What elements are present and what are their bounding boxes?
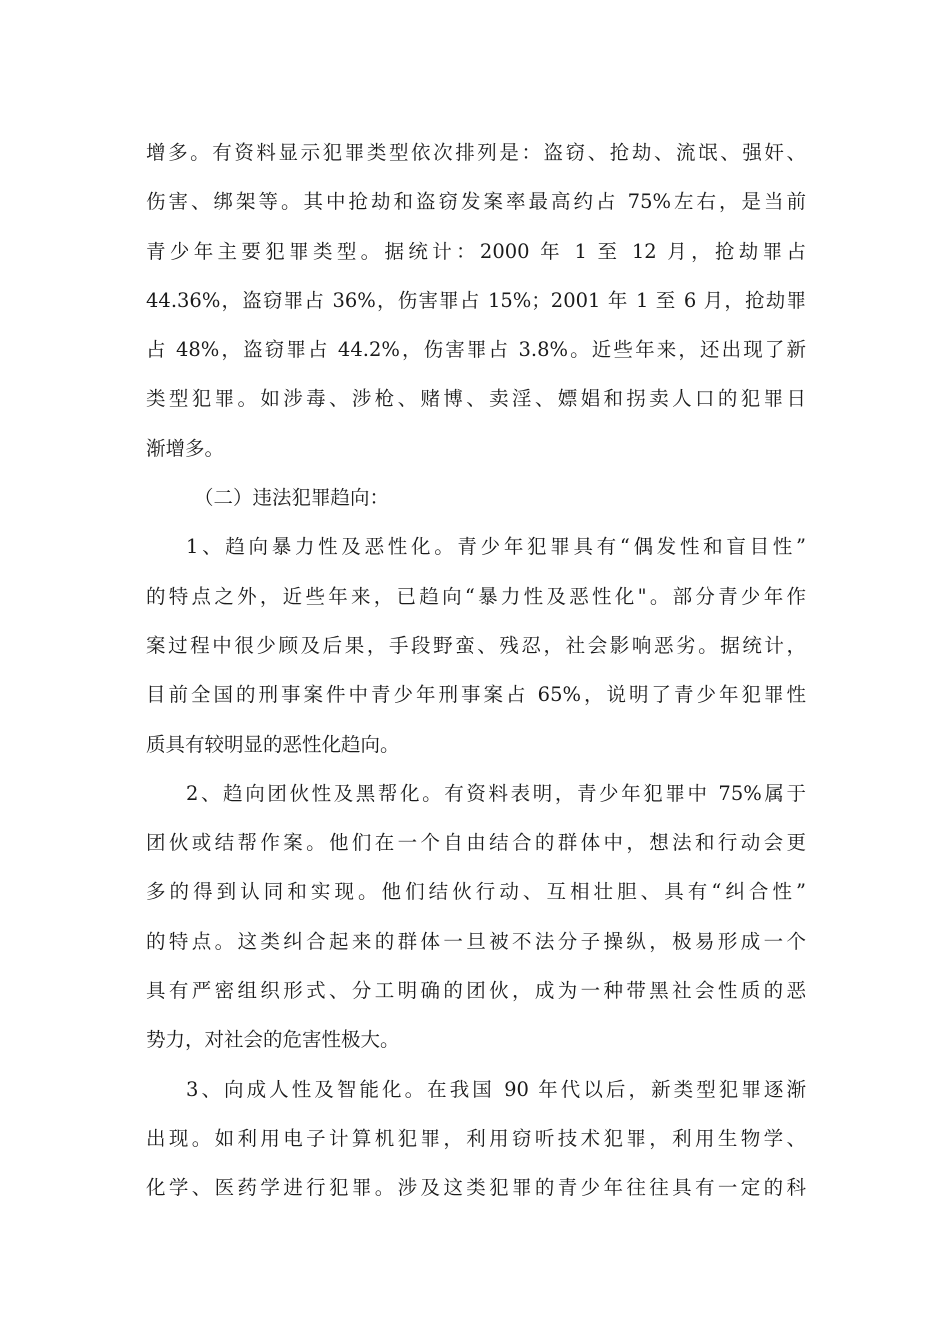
- text-line: 具有严密组织形式、分工明确的团伙，成为一种带黑社会性质的恶: [146, 979, 806, 1003]
- text-line: 目前全国的刑事案件中青少年刑事案占 65%，说明了青少年犯罪性: [146, 683, 806, 707]
- text-line: 质具有较明显的恶性化趋向。: [146, 732, 400, 756]
- text-line: 的特点之外，近些年来，已趋向“暴力性及恶性化"。部分青少年作: [146, 584, 806, 608]
- text-line: 出现。如利用电子计算机犯罪，利用窃听技术犯罪，利用生物学、: [146, 1126, 806, 1150]
- text-line: 1、趋向暴力性及恶性化。青少年犯罪具有“偶发性和盲目性”: [186, 535, 806, 559]
- text-line: 伤害、绑架等。其中抢劫和盗窃发案率最高约占 75%左右，是当前: [146, 190, 806, 214]
- text-line: 渐增多。: [146, 436, 225, 460]
- text-line: 化学、医药学进行犯罪。涉及这类犯罪的青少年往往具有一定的科: [146, 1176, 806, 1200]
- text-line: 44.36%，盗窃罪占 36%，伤害罪占 15%；2001 年 1 至 6 月，抢劫罪: [146, 288, 806, 312]
- text-line: （二）违法犯罪趋向：: [194, 486, 390, 510]
- document-body: [146, 128, 806, 1213]
- text-line: 3、向成人性及智能化。在我国 90 年代以后，新类型犯罪逐渐: [186, 1077, 806, 1101]
- text-line: 2、趋向团伙性及黑帮化。有资料表明，青少年犯罪中 75%属于: [186, 781, 806, 805]
- text-line: 青少年主要犯罪类型。据统计：2000 年 1 至 12 月，抢劫罪占: [146, 239, 806, 263]
- text-line: 增多。有资料显示犯罪类型依次排列是：盗窃、抢劫、流氓、强奸、: [146, 141, 806, 164]
- text-line: 的特点。这类纠合起来的群体一旦被不法分子操纵，极易形成一个: [146, 929, 806, 953]
- text-line: 势力，对社会的危害性极大。: [146, 1028, 400, 1052]
- text-line: 团伙或结帮作案。他们在一个自由结合的群体中，想法和行动会更: [146, 831, 806, 855]
- text-line: 多的得到认同和实现。他们结伙行动、互相壮胆、具有“纠合性”: [146, 880, 806, 904]
- text-line: 类型犯罪。如涉毒、涉枪、赌博、卖淫、嫖娼和拐卖人口的犯罪日: [146, 387, 806, 411]
- text-line: 案过程中很少顾及后果，手段野蛮、残忍，社会影响恶劣。据统计，: [146, 633, 806, 657]
- text-line: 占 48%，盗窃罪占 44.2%，伤害罪占 3.8%。近些年来，还出现了新: [146, 338, 806, 362]
